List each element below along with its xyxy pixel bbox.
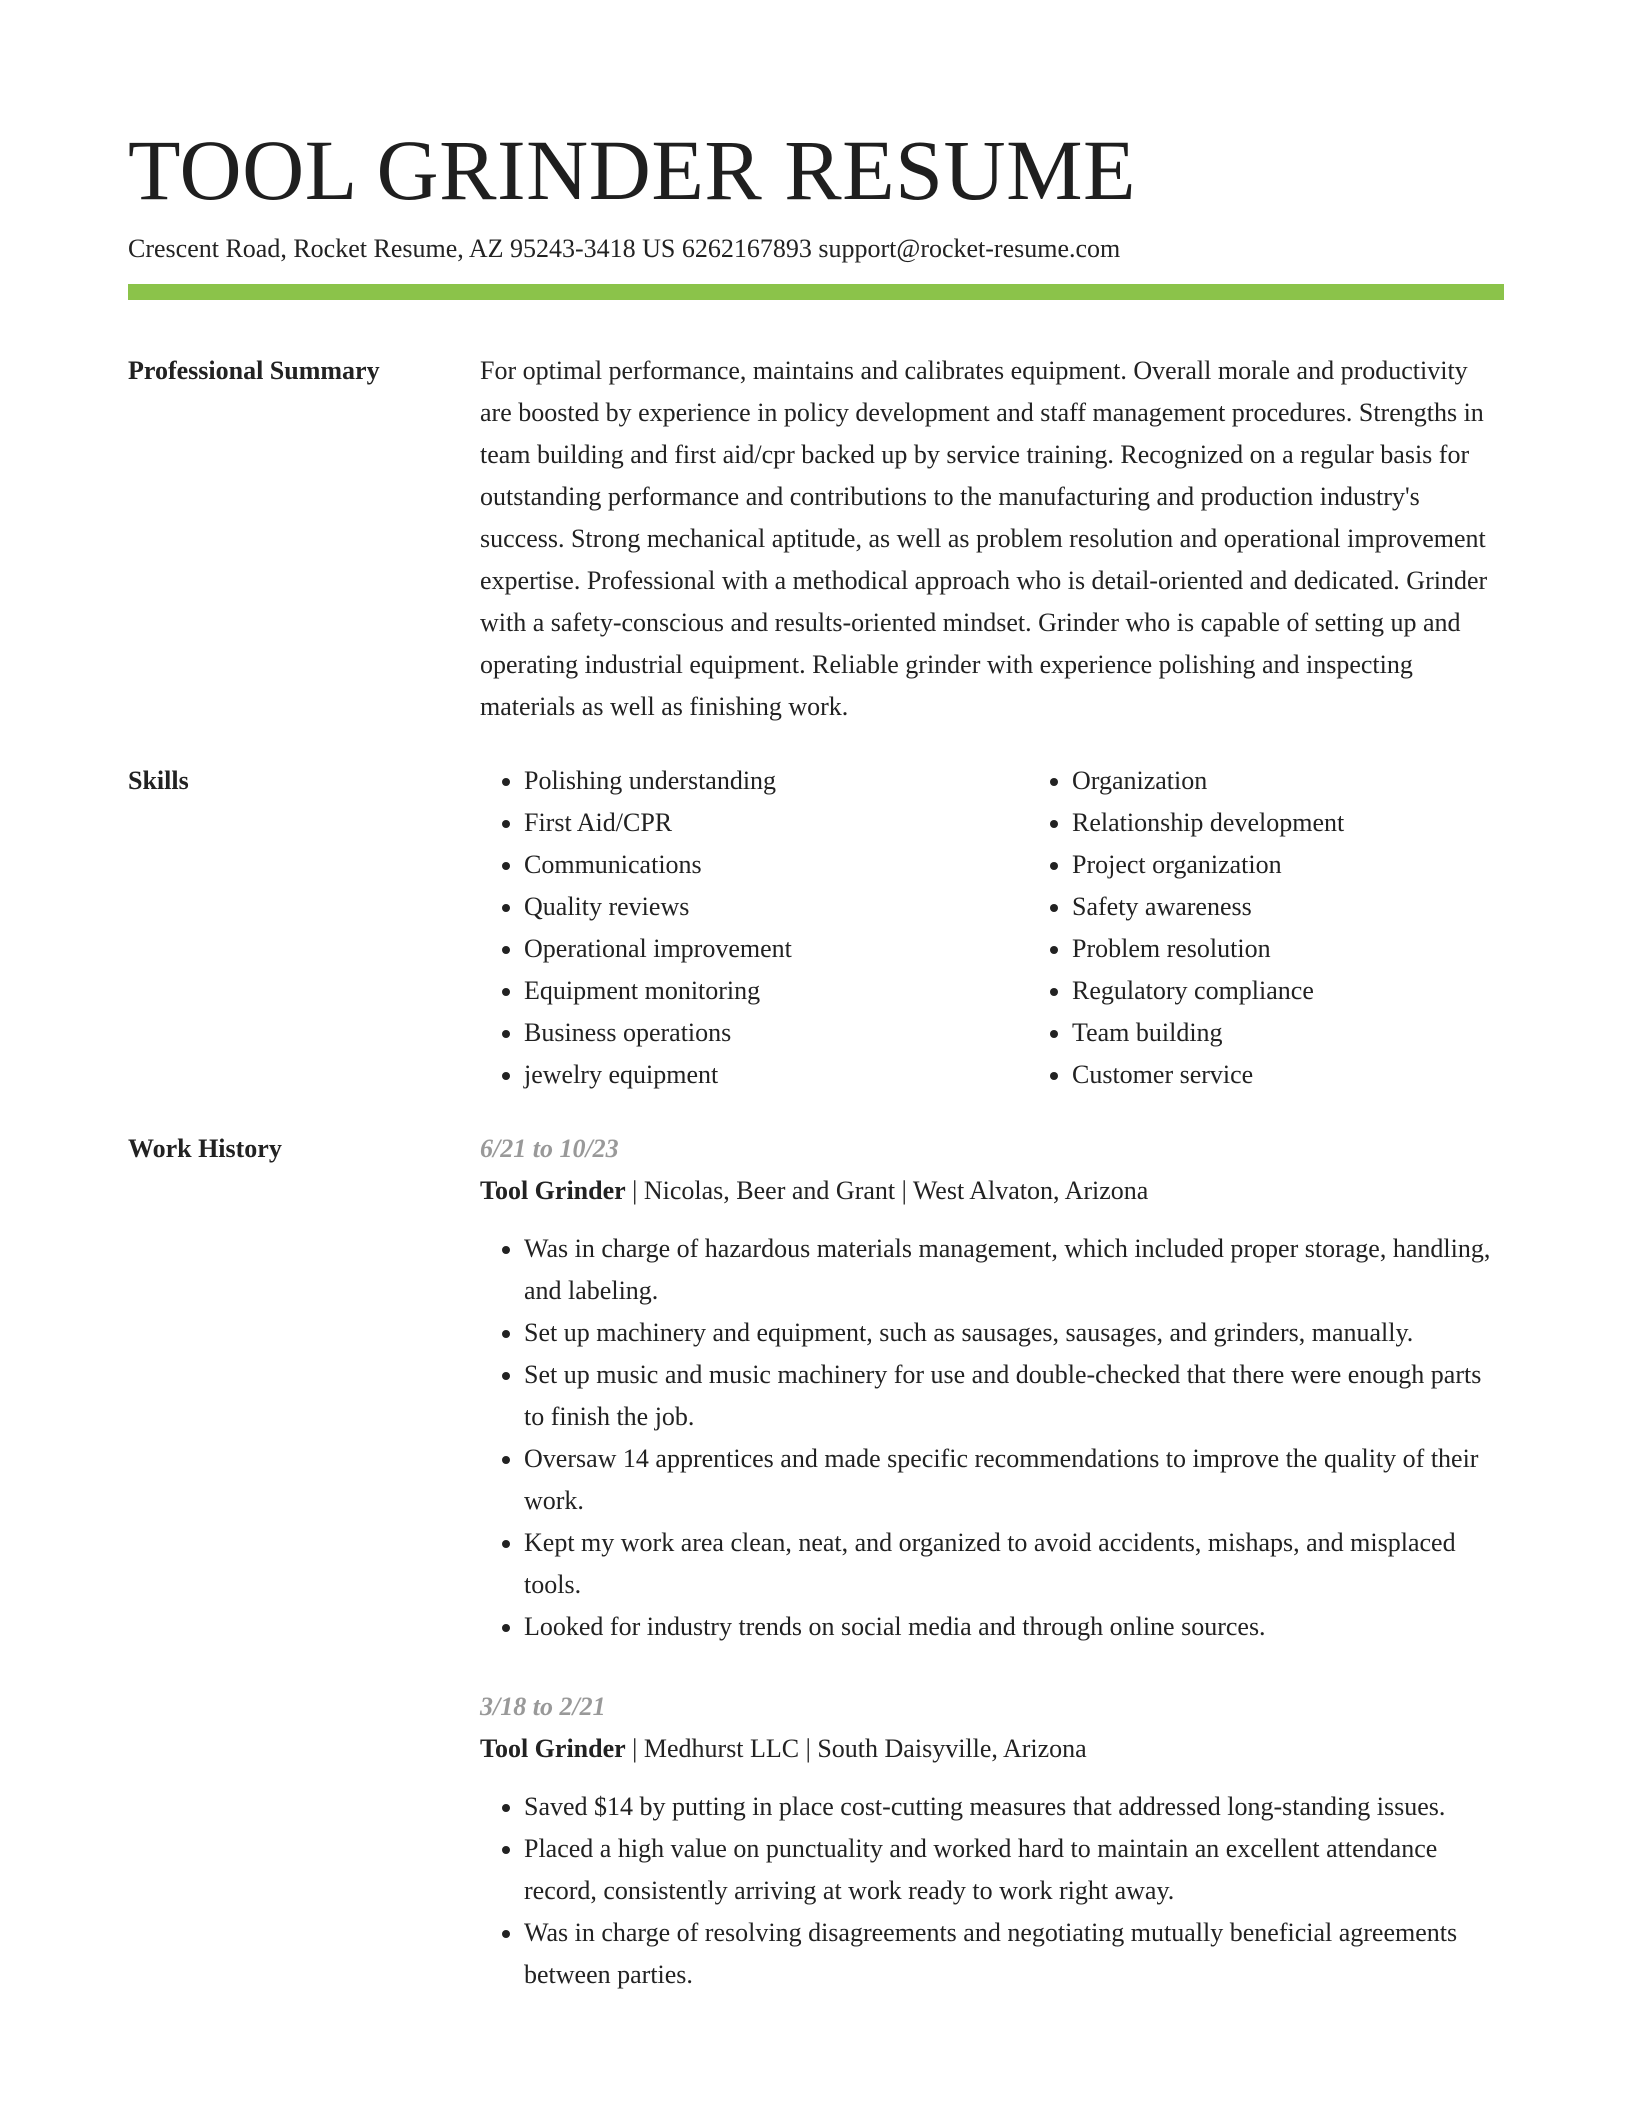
skills-column-right bbox=[1028, 760, 1576, 1096]
job-dates: 6/21 to 10/23 bbox=[480, 1134, 619, 1163]
skill-item: • Regulatory compliance bbox=[1072, 970, 1576, 1012]
skill-item: • Customer service bbox=[1072, 1054, 1576, 1096]
job-employer-location: | Medhurst LLC | South Daisyville, Arizona bbox=[625, 1734, 1087, 1763]
job-bullet: • Oversaw 14 apprentices and made specific recommendations to improve the quality of their work. bbox=[524, 1438, 1504, 1522]
contact-line: Crescent Road, Rocket Resume, AZ 95243-3418 US 6262167893 support@rocket-resume.com bbox=[128, 234, 1121, 263]
work-history-section bbox=[128, 1128, 1504, 1996]
job-bullet: • Placed a high value on punctuality and worked hard to maintain an excellent attendance record, consistently arriving at work ready to work right away. bbox=[524, 1828, 1504, 1912]
job-title: Tool Grinder bbox=[480, 1734, 626, 1763]
section-heading: Professional Summary bbox=[128, 356, 380, 385]
skill-item: • jewelry equipment bbox=[524, 1054, 1028, 1096]
skills-section bbox=[128, 760, 1504, 1096]
skill-item: • Problem resolution bbox=[1072, 928, 1576, 970]
job-bullet: • Looked for industry trends on social media and through online sources. bbox=[524, 1606, 1504, 1648]
skill-item: • Quality reviews bbox=[524, 886, 1028, 928]
job-entry bbox=[480, 1686, 1504, 1996]
resume-page bbox=[128, 120, 1504, 1996]
skill-item: • Business operations bbox=[524, 1012, 1028, 1054]
skill-item: • Team building bbox=[1072, 1012, 1576, 1054]
skill-item: • Relationship development bbox=[1072, 802, 1576, 844]
job-bullet: • Was in charge of resolving disagreements and negotiating mutually beneficial agreements between parties. bbox=[524, 1912, 1504, 1996]
skill-item: • Equipment monitoring bbox=[524, 970, 1028, 1012]
skill-item: • First Aid/CPR bbox=[524, 802, 1028, 844]
skills-grid bbox=[480, 760, 1576, 1096]
job-bullets bbox=[480, 1228, 1504, 1648]
skill-item: • Polishing understanding bbox=[524, 760, 1028, 802]
job-header bbox=[480, 1170, 1504, 1212]
job-dates: 3/18 to 2/21 bbox=[480, 1692, 606, 1721]
section-heading: Skills bbox=[128, 766, 189, 795]
job-bullet: • Saved $14 by putting in place cost-cutting measures that addressed long-standing issues. bbox=[524, 1786, 1504, 1828]
skill-item: • Communications bbox=[524, 844, 1028, 886]
work-history-body bbox=[480, 1128, 1504, 1996]
accent-divider bbox=[128, 284, 1504, 300]
resume-title: TOOL GRINDER RESUME bbox=[128, 122, 1137, 218]
job-header bbox=[480, 1728, 1504, 1770]
job-entry bbox=[480, 1128, 1504, 1648]
job-bullets bbox=[480, 1786, 1504, 1996]
job-bullet: • Was in charge of hazardous materials management, which included proper storage, handling, and labeling. bbox=[524, 1228, 1504, 1312]
job-bullet: • Kept my work area clean, neat, and organized to avoid accidents, mishaps, and misplaced tools. bbox=[524, 1522, 1504, 1606]
job-bullet: • Set up music and music machinery for use and double-checked that there were enough parts to finish the job. bbox=[524, 1354, 1504, 1438]
job-bullet: • Set up machinery and equipment, such as sausages, sausages, and grinders, manually. bbox=[524, 1312, 1504, 1354]
job-title: Tool Grinder bbox=[480, 1176, 626, 1205]
skill-item: • Project organization bbox=[1072, 844, 1576, 886]
skill-item: • Safety awareness bbox=[1072, 886, 1576, 928]
skill-item: • Organization bbox=[1072, 760, 1576, 802]
skill-item: • Operational improvement bbox=[524, 928, 1028, 970]
skills-column-left bbox=[480, 760, 1028, 1096]
job-employer-location: | Nicolas, Beer and Grant | West Alvaton, Arizona bbox=[625, 1176, 1149, 1205]
section-heading: Work History bbox=[128, 1134, 282, 1163]
summary-text: For optimal performance, maintains and calibrates equipment. Overall morale and productivity are boosted by experience in policy development and staff management procedures. Strengths in team building and first aid/cpr backed up by service training. Recognized on a regular basis for outstanding performance and contributions to the manufacturing and production industry's success. Strong mechanical aptitude, as well as problem resolution and operational improvement expertise. Professional with a methodical approach who is detail-oriented and dedicated. Grinder with a safety-conscious and results-oriented mindset. Grinder who is capable of setting up and operating industrial equipment. Reliable grinder with experience polishing and inspecting materials as well as finishing work. bbox=[480, 356, 1488, 721]
professional-summary-section bbox=[128, 350, 1504, 728]
